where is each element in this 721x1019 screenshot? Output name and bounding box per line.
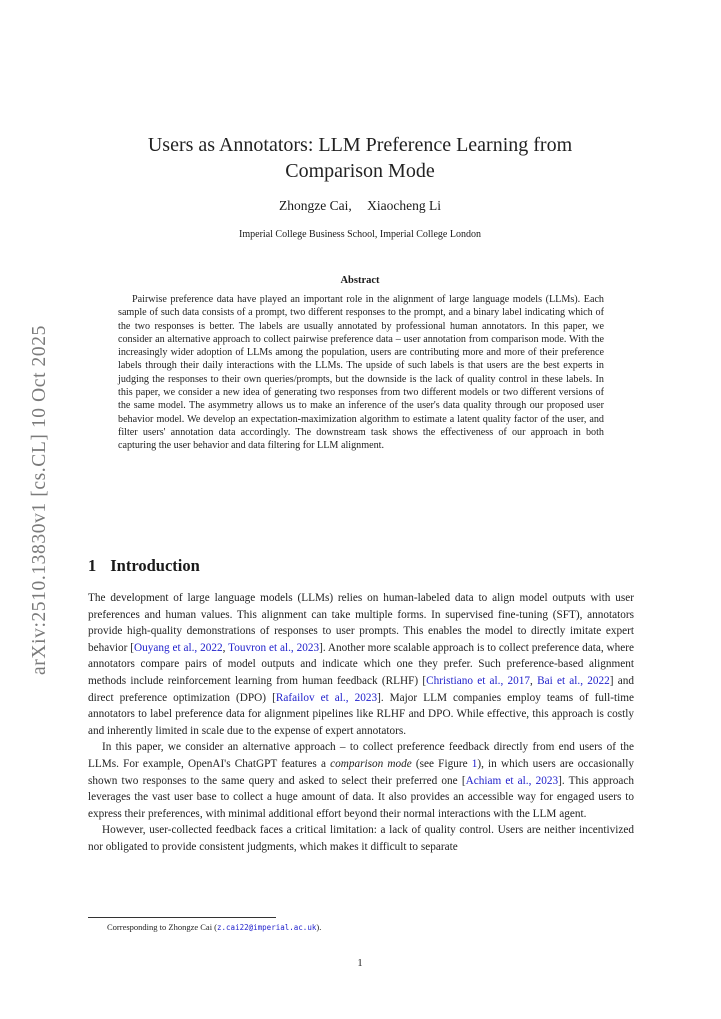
text-run: In this paper, we consider an alternative approach – to collect preference feedback directly from end users of the LLMs. For example, OpenAI's ChatGPT features a xyxy=(88,741,634,770)
text-run: ] and direct preference optimization (DPO) [ xyxy=(88,674,635,704)
introduction-body xyxy=(88,590,634,856)
figure-reference-link[interactable]: 1 xyxy=(471,757,478,770)
text-run: (see Figure xyxy=(411,757,472,770)
abstract-text: Pairwise preference data have played an important role in the alignment of large language models (LLMs). Each sample of such data consists of a prompt, two different responses to the prompt, and a binary label indicating which of the two responses is better. The labels are usually annotated by professional human annotators. In this paper, we consider an alternative approach to collect pairwise preference data – user annotation from comparison mode. With the increasingly wider adoption of LLMs among the population, users are contributing more and more of their preference labels through their daily interactions with the LLMs. The upside of such labels is that users are the best experts in judging the responses to their own queries/prompts, but the downside is the lack of quality control in these labels. In this paper, we consider a new idea of generating two responses from two different models or two different versions of the same model. The asymmetry allows us to make an inference of the user's data quality through our proposed user behavior model. We develop an expectation-maximization algorithm to estimate a latent quality factor of the user, and filter users' annotation data accordingly. The downstream task shows the effectiveness of our approach in both capturing the user behavior and data filtering for LLM alignment. xyxy=(118,294,604,452)
text-run: ]. This approach leverages the vast user base to collect a huge amount of data. It also provides an accessible way for engaged users to express their preferences, with minimal additional effort beyond their normal interactions with the LLM agent. xyxy=(88,774,634,820)
author-list xyxy=(100,198,620,214)
section-heading-introduction xyxy=(88,556,200,576)
emphasis-text: comparison mode xyxy=(330,757,412,770)
citation-link[interactable]: Touvron et al., 2023 xyxy=(228,641,320,654)
footnote-text: Corresponding to Zhongze Cai ( xyxy=(107,922,218,932)
paper-title-line-1: Users as Annotators: LLM Preference Learning from xyxy=(147,134,573,156)
paragraph: However, user-collected feedback faces a critical limitation: a lack of quality control. Users are neither incentivized nor obligated to provide consistent judgments, which makes it difficult to separate xyxy=(88,824,634,853)
paper-title-line-2: Comparison Mode xyxy=(285,160,435,182)
footnote-text: ). xyxy=(316,922,322,932)
footnote xyxy=(107,922,321,932)
section-number: 1 xyxy=(88,556,97,575)
arxiv-identifier-stamp xyxy=(18,300,62,700)
citation-link[interactable]: Ouyang et al., 2022 xyxy=(134,641,223,654)
page-number: 1 xyxy=(357,958,363,969)
citation-link[interactable]: Achiam et al., 2023 xyxy=(465,774,559,787)
text-run: ]. Another more scalable approach is to collect preference data, where annotators compare pairs of model outputs and indicate which one they prefer. Such preference-based alignment methods include reinforcement learning from human feedback (RLHF) [ xyxy=(88,641,634,687)
text-run: ]. Major LLM companies employ teams of full-time annotators to label preference data for alignment pipelines like RLHF and DPO. While effective, this approach is costly and inherently limited in scale due to the expense of expert annotators. xyxy=(88,691,634,737)
citation-link[interactable]: Christiano et al., 2017 xyxy=(426,674,531,687)
paragraph xyxy=(88,739,634,822)
paper-title xyxy=(100,132,620,184)
footnote-divider xyxy=(88,917,276,918)
section-title: Introduction xyxy=(110,556,200,575)
arxiv-identifier-text: arXiv:2510.13830v1 [cs.CL] 10 Oct 2025 xyxy=(29,325,51,675)
author-name: Xiaocheng Li xyxy=(367,198,441,213)
citation-link[interactable]: Rafailov et al., 2023 xyxy=(275,691,378,704)
author-affiliation: Imperial College Business School, Imperial College London xyxy=(239,229,481,240)
text-run: , xyxy=(222,641,229,654)
text-run: , xyxy=(530,674,538,687)
paragraph xyxy=(88,590,634,739)
abstract-heading: Abstract xyxy=(340,275,380,286)
author-name: Zhongze Cai, xyxy=(279,198,352,213)
email-link[interactable]: z.cai22@imperial.ac.uk xyxy=(217,923,317,932)
text-run: The development of large language models (LLMs) relies on human-labeled data to align model outputs with user preferences and human values. This alignment can take multiple forms. In supervised fine-tuning (SFT), annotators provide high-quality demonstrations of responses to user prompts. This enables the model to directly imitate expert behavior [ xyxy=(88,592,634,654)
citation-link[interactable]: Bai et al., 2022 xyxy=(537,674,610,687)
text-run: ), in which users are occasionally shown two responses to the same query and asked to select their preferred one [ xyxy=(88,757,634,787)
